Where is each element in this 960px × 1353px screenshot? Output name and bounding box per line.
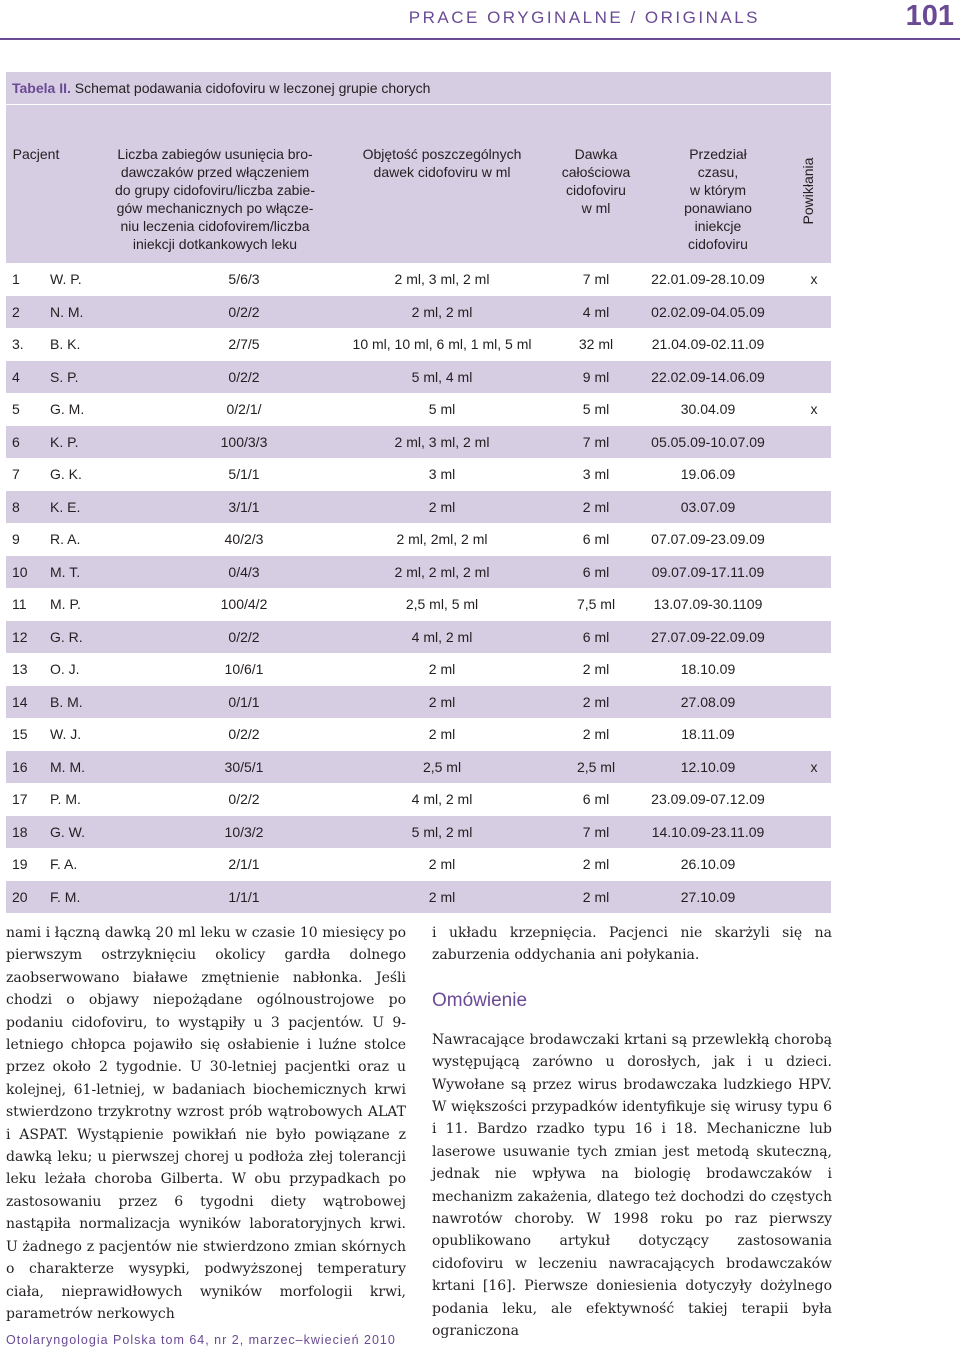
dose-volumes: 2 ml (428, 693, 456, 710)
patient-initials: R. A. (50, 531, 81, 547)
time-range: 02.02.09-04.05.09 (651, 303, 765, 320)
total-dose: 6 ml (582, 531, 610, 547)
patient-initials: W. J. (50, 726, 82, 742)
patient-initials: G. K. (50, 466, 82, 482)
total-dose: 6 ml (582, 563, 610, 580)
dose-volumes: 10 ml, 10 ml, 6 ml, 1 ml, 5 ml (352, 336, 532, 352)
time-range: 27.08.09 (680, 693, 736, 710)
dose-volumes: 2 ml, 2 ml (411, 303, 473, 320)
procedures-count: 3/1/1 (228, 498, 260, 515)
patient-initials: N. M. (50, 303, 84, 320)
table-row (6, 653, 831, 686)
total-dose: 4 ml (582, 303, 610, 320)
dose-volumes: 2 ml, 2 ml, 2 ml (394, 563, 490, 580)
row-number: 13 (12, 661, 28, 677)
header-patient: Pacjent (12, 146, 60, 162)
table-row (6, 523, 831, 556)
table-body (6, 263, 831, 913)
time-range: 14.10.09-23.11.09 (651, 823, 765, 840)
dose-volumes: 5 ml, 4 ml (411, 368, 473, 385)
table-row (6, 783, 831, 816)
procedures-count: 10/3/2 (224, 823, 264, 840)
table-row (6, 296, 831, 329)
right-column-intro: i układu krzepnięcia. Pacjenci nie skarżyli się na zaburzenia oddychania ani połykania. (432, 925, 832, 964)
table-header (6, 104, 831, 263)
procedures-count: 0/2/2 (228, 726, 260, 742)
dose-volumes: 2 ml (428, 498, 456, 515)
dose-volumes: 3 ml (428, 466, 456, 482)
total-dose: 5 ml (582, 401, 610, 417)
right-column (432, 922, 832, 1343)
dose-volumes: 2,5 ml (422, 758, 462, 775)
total-dose: 32 ml (578, 336, 614, 352)
dose-volumes: 5 ml, 2 ml (411, 823, 473, 840)
left-column-text: nami i łączną dawką 20 ml leku w czasie 10 miesięcy po pierwszym ostrzyknięciu okolicy gardła dolnego zaobserwowano białawe zmętnienie nabłonka. Jeśli chodzi o objawy niepożądane ogólnoustrojowe po podaniu cidofoviru, to wystąpiły u 3 pacjentów. U 9-letniego chłopca pojawiło się osłabienie i luźne stolce przez około 2 tygodnie. U 30-letniej pacjentki oraz u kolejnej, 61-letniej, w badaniach biochemicznych krwi stwierdzono trzykrotny wzrost prób wątrobowych ALAT i ASPAT. Wystąpienie powikłań nie było powiązane z dawką leku; u pierwszej chorej u podłoża złej tolerancji leku leżała choroba Gilberta. W obu przypadkach po zastosowaniu przez 6 tygodni diety wątrobowej nastąpiła normalizacja wyników laboratoryjnych krwi. U żadnego z pacjentów nie stwierdzono zmian skórnych o charakterze wysypki, podwyższonej temperatury ciała, nieprawidłowych wyników morfologii krwi, parametrów nerkowych (6, 925, 406, 1322)
time-range: 12.10.09 (680, 758, 736, 775)
dose-volumes: 4 ml, 2 ml (411, 791, 473, 807)
table-row (6, 588, 831, 621)
procedures-count: 5/6/3 (228, 271, 260, 287)
table-row (6, 426, 831, 459)
header-time-range: Przedział czasu, w którym ponawiano iniekcje cidofoviru (684, 146, 752, 252)
dose-volumes: 2,5 ml, 5 ml (405, 596, 479, 612)
dose-volumes: 2 ml (428, 661, 456, 677)
time-range: 23.09.09-07.12.09 (651, 791, 765, 807)
procedures-count: 100/4/2 (220, 596, 268, 612)
table-row (6, 718, 831, 751)
row-number: 8 (12, 498, 20, 515)
row-number: 16 (12, 758, 28, 775)
row-number: 3. (12, 336, 24, 352)
patient-initials: F. M. (50, 888, 81, 905)
time-range: 07.07.09-23.09.09 (651, 531, 765, 547)
procedures-count: 1/1/1 (228, 888, 260, 905)
table-row (6, 686, 831, 719)
row-number: 15 (12, 726, 28, 742)
total-dose: 6 ml (582, 791, 610, 807)
procedures-count: 40/2/3 (224, 531, 264, 547)
row-number: 17 (12, 791, 28, 807)
table-row (6, 881, 831, 914)
total-dose: 3 ml (582, 466, 610, 482)
patient-initials: M. T. (50, 563, 81, 580)
time-range: 03.07.09 (680, 498, 736, 515)
total-dose: 9 ml (582, 368, 610, 385)
time-range: 27.07.09-22.09.09 (651, 628, 765, 645)
row-number: 5 (12, 401, 20, 417)
patient-initials: K. P. (50, 433, 79, 450)
patient-initials: G. R. (50, 628, 83, 645)
procedures-count: 0/2/2 (228, 628, 260, 645)
dose-volumes: 2 ml (428, 726, 456, 742)
header-complications: Powikłania (800, 157, 816, 225)
patient-initials: B. M. (50, 693, 83, 710)
time-range: 19.06.09 (680, 466, 736, 482)
row-number: 19 (12, 856, 28, 872)
running-header-section: PRACE ORYGINALNE / ORIGINALS (408, 8, 760, 27)
table-row (6, 263, 831, 296)
total-dose: 7 ml (582, 823, 610, 840)
patient-initials: G. W. (50, 823, 85, 840)
table-row (6, 361, 831, 394)
total-dose: 7 ml (582, 433, 610, 450)
table-caption-label: Tabela II. (12, 80, 71, 96)
row-number: 2 (12, 303, 20, 320)
procedures-count: 0/2/2 (228, 368, 260, 385)
patient-initials: W. P. (50, 271, 82, 287)
dose-volumes: 5 ml (428, 401, 456, 417)
total-dose: 2 ml (582, 726, 610, 742)
patient-initials: M. P. (50, 596, 81, 612)
time-range: 26.10.09 (680, 856, 736, 872)
header-volumes: Objętość poszczególnych dawek cidofoviru w ml (362, 146, 522, 180)
row-number: 7 (12, 466, 20, 482)
row-number: 9 (12, 531, 20, 547)
table-row (6, 816, 831, 849)
patient-initials: M. M. (50, 758, 85, 775)
header-total-dose: Dawka całościowa cidofoviru w ml (561, 146, 631, 216)
table-row (6, 848, 831, 881)
row-number: 18 (12, 823, 28, 840)
dose-volumes: 4 ml, 2 ml (411, 628, 473, 645)
right-column-text: Nawracające brodawczaki krtani są przewlekłą chorobą występującą zarówno u dorosłych, jak i u dzieci. Wywołane są przez wirus brodawczaka ludzkiego HPV. W większości przypadków identyfikuje się wirusy typu 6 i 11. Bardzo rzadko typu 16 i 18. Mechaniczne lub laserowe usuwanie tych zmian jest metodą skuteczną, jednak nie wpływa na biologię brodawczaków i mechanizm zakażenia, dlatego też dochodzi do częstych nawrotów choroby. W 1998 roku po raz pierwszy opublikowano artykuł dotyczący zastosowania cidofoviru w leczeniu nawracających brodawczaków krtani [16]. Pierwsze doniesienia dotyczyły dożylnego podania leku, ale efektywność takiej terapii była ograniczona (432, 1031, 832, 1340)
procedures-count: 100/3/3 (220, 433, 268, 450)
left-column (6, 922, 406, 1325)
total-dose: 2 ml (582, 661, 610, 677)
time-range: 09.07.09-17.11.09 (651, 563, 765, 580)
procedures-count: 10/6/1 (224, 661, 264, 677)
patient-initials: P. M. (50, 791, 81, 807)
time-range: 18.10.09 (680, 661, 736, 677)
dose-volumes: 2 ml (428, 856, 456, 872)
row-number: 12 (12, 628, 28, 645)
time-range: 30.04.09 (680, 401, 736, 417)
total-dose: 7 ml (582, 271, 610, 287)
dose-volumes: 2 ml (428, 888, 456, 905)
header-rule (0, 38, 960, 40)
patient-initials: K. E. (50, 498, 81, 515)
table-row (6, 621, 831, 654)
table-2 (6, 72, 831, 913)
table-row (6, 393, 831, 426)
patient-initials: S. P. (50, 368, 79, 385)
time-range: 22.01.09-28.10.09 (651, 271, 765, 287)
procedures-count: 0/2/1/ (226, 401, 262, 417)
procedures-count: 2/1/1 (228, 856, 260, 872)
procedures-count: 0/4/3 (228, 563, 260, 580)
table-caption (6, 72, 831, 104)
total-dose: 6 ml (582, 628, 610, 645)
table-row (6, 751, 831, 784)
journal-footer: Otolaryngologia Polska tom 64, nr 2, marzec–kwiecień 2010 (6, 1333, 396, 1347)
procedures-count: 0/2/2 (228, 303, 260, 320)
header-procedures: Liczba zabiegów usunięcia bro- dawczaków przed włączeniem do grupy cidofoviru/liczba zabie- gów mechanicznych po włącze- niu leczenia cidofovirem/liczba iniekcji dotkankowych leku (115, 146, 315, 252)
time-range: 22.02.09-14.06.09 (651, 368, 765, 385)
row-number: 20 (12, 888, 28, 905)
total-dose: 2 ml (582, 498, 610, 515)
table-row (6, 491, 831, 524)
procedures-count: 0/1/1 (228, 693, 260, 710)
total-dose: 2 ml (582, 888, 610, 905)
page-number: 101 (905, 0, 954, 32)
patient-initials: B. K. (50, 336, 81, 352)
time-range: 13.07.09-30.1109 (653, 596, 763, 612)
row-number: 6 (12, 433, 20, 450)
row-number: 4 (12, 368, 20, 385)
patient-initials: G. M. (50, 401, 85, 417)
section-title-discussion: Omówienie (432, 989, 528, 1011)
row-number: 14 (12, 693, 28, 710)
table-row (6, 328, 831, 361)
row-number: 11 (12, 596, 27, 612)
complication-mark: x (810, 401, 818, 417)
procedures-count: 0/2/2 (228, 791, 260, 807)
patient-initials: O. J. (50, 661, 80, 677)
table-caption-text: Schemat podawania cidofoviru w leczonej grupie chorych (70, 80, 431, 96)
dose-volumes: 2 ml, 2ml, 2 ml (396, 531, 488, 547)
complication-mark: x (810, 758, 818, 775)
total-dose: 7,5 ml (576, 596, 616, 612)
total-dose: 2 ml (582, 856, 610, 872)
patient-initials: F. A. (50, 856, 78, 872)
dose-volumes: 2 ml, 3 ml, 2 ml (394, 271, 490, 287)
dose-volumes: 2 ml, 3 ml, 2 ml (394, 433, 490, 450)
procedures-count: 5/1/1 (228, 466, 260, 482)
row-number: 10 (12, 563, 28, 580)
time-range: 21.04.09-02.11.09 (651, 336, 765, 352)
table-row (6, 556, 831, 589)
total-dose: 2 ml (582, 693, 610, 710)
procedures-count: 2/7/5 (228, 336, 260, 352)
complication-mark: x (810, 271, 818, 287)
time-range: 27.10.09 (680, 888, 736, 905)
time-range: 05.05.09-10.07.09 (651, 433, 765, 450)
total-dose: 2,5 ml (576, 758, 616, 775)
procedures-count: 30/5/1 (224, 758, 264, 775)
row-number: 1 (12, 271, 20, 287)
table-row (6, 458, 831, 491)
time-range: 18.11.09 (681, 726, 735, 742)
